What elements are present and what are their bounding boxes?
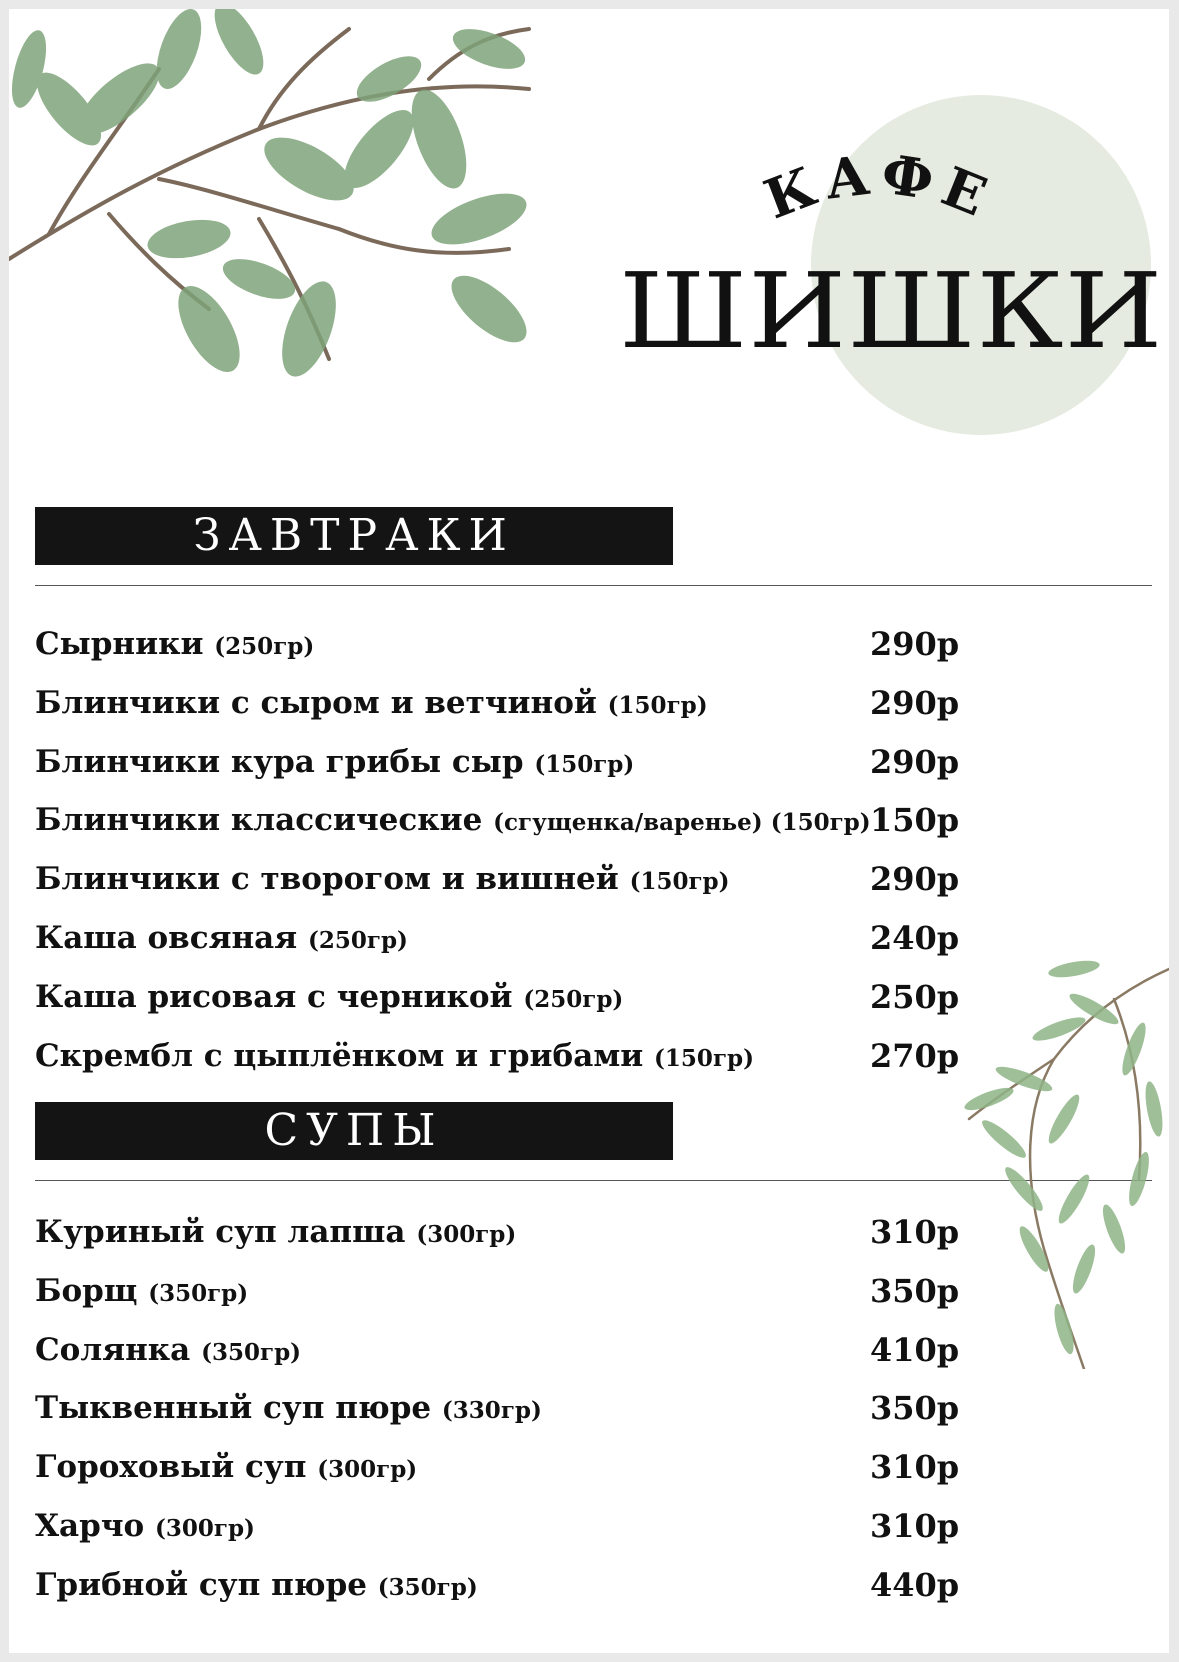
item-weight: (300гр) <box>416 1221 517 1248</box>
item-title: Каша рисовая с черникой <box>35 978 513 1015</box>
item-title: Гороховый суп <box>35 1449 307 1486</box>
item-title: Тыквенный суп пюре <box>35 1390 432 1427</box>
item-title: Сырники <box>35 626 204 662</box>
menu-item-name <box>35 1438 417 1499</box>
item-price: 410р <box>870 1330 960 1369</box>
item-price: 240р <box>870 918 960 957</box>
item-weight: (250гр) <box>214 633 315 660</box>
leafy-branch-illustration <box>9 9 569 399</box>
item-price: 250р <box>870 977 960 1016</box>
item-price: 440р <box>870 1565 960 1604</box>
item-price: 310р <box>870 1448 960 1487</box>
menu-item-name <box>35 968 623 1029</box>
item-title: Борщ <box>35 1272 138 1309</box>
item-title: Каша овсяная <box>35 919 298 956</box>
menu-item <box>35 909 1035 968</box>
menu-item-name <box>35 1379 542 1440</box>
section-title: ЗАВТРАКИ <box>193 510 515 561</box>
menu-item-name <box>35 909 408 970</box>
logo-arc-text <box>709 149 1049 259</box>
menu-item-name <box>35 1556 478 1617</box>
menu-item <box>35 850 1035 909</box>
section-header-breakfast <box>35 507 673 565</box>
menu-item-name <box>35 1497 255 1558</box>
svg-text:КАФЕ <box>756 149 1003 232</box>
menu-item <box>35 1262 1035 1321</box>
willow-branch-illustration <box>964 949 1169 1369</box>
menu-item <box>35 1556 1035 1615</box>
section-divider <box>35 585 1152 586</box>
menu-item <box>35 1379 1035 1438</box>
item-price: 350р <box>870 1271 960 1310</box>
item-weight: (350гр) <box>148 1279 249 1307</box>
item-price: 290р <box>870 742 960 781</box>
item-weight: (250гр) <box>523 985 624 1013</box>
menu-item <box>35 615 1035 674</box>
item-title: Куриный суп лапша <box>35 1214 406 1250</box>
item-weight: (сгущенка/варенье) (150гр) <box>493 809 871 837</box>
menu-item <box>35 791 1035 850</box>
item-price: 290р <box>870 625 960 663</box>
menu-item <box>35 1438 1035 1497</box>
item-title: Грибной суп пюре <box>35 1566 367 1603</box>
item-title: Солянка <box>35 1331 191 1368</box>
item-title: Харчо <box>35 1507 145 1544</box>
item-weight: (150гр) <box>654 1044 754 1072</box>
item-title: Блинчики кура грибы сыр <box>35 743 524 780</box>
menu-item <box>35 733 1035 792</box>
item-weight: (150гр) <box>534 750 635 778</box>
breakfast-list <box>35 615 1035 1085</box>
menu-item <box>35 1203 1035 1262</box>
menu-item <box>35 674 1035 733</box>
item-price: 150р <box>870 801 960 840</box>
soups-list <box>35 1203 1035 1615</box>
item-weight: (350гр) <box>201 1338 302 1366</box>
item-title: Блинчики с сыром и ветчиной <box>35 684 597 721</box>
section-title: СУПЫ <box>264 1105 444 1156</box>
menu-item-name <box>35 1203 516 1264</box>
menu-item <box>35 968 1035 1027</box>
item-price: 290р <box>870 683 960 722</box>
menu-item-name <box>35 1262 248 1323</box>
menu-item <box>35 1497 1035 1556</box>
item-price: 310р <box>870 1506 960 1545</box>
menu-item-name <box>35 1321 301 1382</box>
menu-item-name <box>35 674 708 735</box>
cafe-name: ШИШКИ <box>619 250 1164 372</box>
item-price: 310р <box>870 1213 960 1251</box>
item-weight: (300гр) <box>317 1456 418 1484</box>
item-title: Блинчики с творогом и вишней <box>35 861 619 898</box>
menu-page <box>9 9 1169 1653</box>
menu-item-name <box>35 850 730 911</box>
item-price: 290р <box>870 860 960 899</box>
item-weight: (300гр) <box>154 1514 255 1542</box>
menu-item-name <box>35 615 314 676</box>
item-weight: (330гр) <box>441 1397 542 1425</box>
item-weight: (250гр) <box>307 926 408 954</box>
item-weight: (150гр) <box>607 691 708 719</box>
menu-item-name <box>35 791 871 852</box>
menu-item <box>35 1321 1035 1380</box>
item-price: 270р <box>870 1036 960 1075</box>
item-title: Блинчики классические <box>35 802 483 839</box>
menu-item-name <box>35 733 634 794</box>
menu-item <box>35 1027 1035 1086</box>
section-header-soups <box>35 1102 673 1160</box>
item-weight: (350гр) <box>377 1573 478 1601</box>
menu-item-name <box>35 1027 754 1088</box>
item-title: Скрембл с цыплёнком и грибами <box>35 1037 644 1074</box>
item-weight: (150гр) <box>629 868 730 896</box>
logo-arc-label: КАФЕ <box>755 149 1003 232</box>
item-price: 350р <box>870 1389 960 1428</box>
